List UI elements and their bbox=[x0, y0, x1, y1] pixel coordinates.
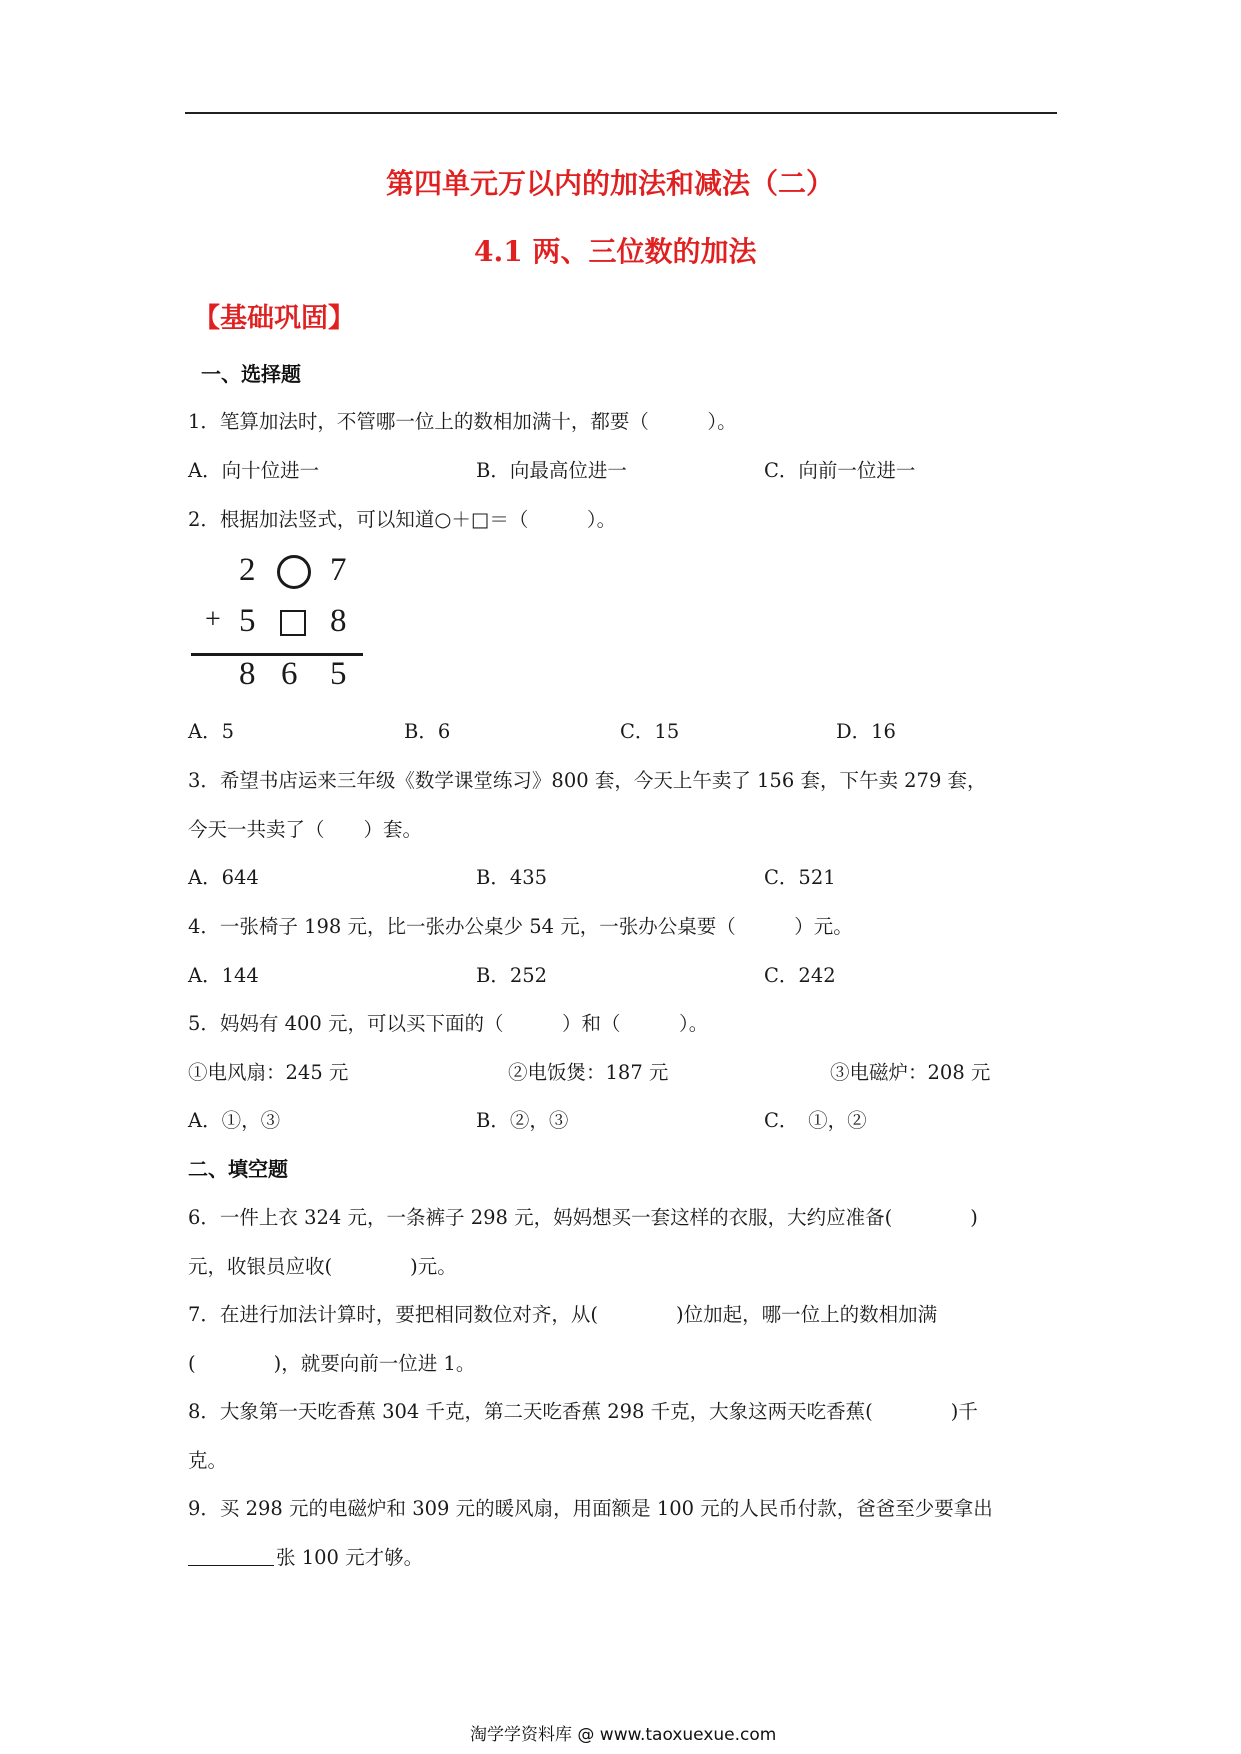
footer-watermark: 淘学学资料库 @ www.taoxuexue.com bbox=[470, 1725, 777, 1745]
q4-option-a: A．144 bbox=[188, 964, 259, 987]
question-3-line-2: 今天一共卖了（ ）套。 bbox=[188, 818, 423, 841]
plus-sign: + bbox=[205, 604, 221, 635]
question-2: 2．根据加法竖式，可以知道○＋□＝（ ）。 bbox=[188, 508, 617, 531]
q3-option-a: A．644 bbox=[188, 866, 259, 889]
question-9-line-1: 9．买 298 元的电磁炉和 309 元的暖风扇，用面额是 100 元的人民币付款，爸爸至少要拿出 bbox=[188, 1497, 993, 1520]
circle-placeholder-icon bbox=[277, 555, 311, 589]
q2-option-a: A．5 bbox=[188, 720, 234, 743]
question-5: 5．妈妈有 400 元，可以买下面的（ ）和（ ）。 bbox=[188, 1012, 709, 1035]
digit: 5 bbox=[239, 603, 256, 639]
digit: 7 bbox=[330, 552, 347, 588]
section-title-fill: 二、填空题 bbox=[188, 1157, 288, 1181]
answer-blank bbox=[188, 1545, 274, 1566]
q1-option-c: C．向前一位进一 bbox=[764, 459, 916, 482]
digit: 6 bbox=[281, 656, 298, 692]
square-placeholder-icon bbox=[280, 610, 306, 636]
q5-option-a: A．①，③ bbox=[188, 1109, 281, 1132]
section-heading-basic: 【基础巩固】 bbox=[193, 303, 355, 334]
q4-option-b: B．252 bbox=[476, 964, 548, 987]
digit: 8 bbox=[330, 603, 347, 639]
digit: 8 bbox=[239, 656, 256, 692]
header-rule bbox=[185, 112, 1057, 114]
question-6-line-1: 6．一件上衣 324 元，一条裤子 298 元，妈妈想买一套这样的衣服，大约应准备( ) bbox=[188, 1206, 978, 1229]
digit: 5 bbox=[330, 656, 347, 692]
q2-option-d: D．16 bbox=[836, 720, 896, 743]
q2-option-b: B．6 bbox=[404, 720, 451, 743]
question-3-line-1: 3．希望书店运来三年级《数学课堂练习》800 套，今天上午卖了 156 套，下午卖 279 套， bbox=[188, 769, 987, 792]
q5-item-3: ③电磁炉：208 元 bbox=[830, 1061, 991, 1084]
question-8-line-1: 8．大象第一天吃香蕉 304 千克，第二天吃香蕉 298 千克，大象这两天吃香蕉( )千 bbox=[188, 1400, 978, 1423]
q5-option-b: B．②，③ bbox=[476, 1109, 569, 1132]
q1-option-b: B．向最高位进一 bbox=[476, 459, 627, 482]
question-9-line-2 bbox=[188, 1542, 423, 1570]
q4-option-c: C．242 bbox=[764, 964, 836, 987]
q3-option-c: C．521 bbox=[764, 866, 836, 889]
q3-option-b: B．435 bbox=[476, 866, 548, 889]
q1-option-a: A．向十位进一 bbox=[188, 459, 320, 482]
vertical-addition bbox=[185, 548, 370, 696]
digit: 2 bbox=[239, 552, 256, 588]
section-title-choice: 一、选择题 bbox=[201, 362, 301, 386]
page-subtitle: 4.1 两、三位数的加法 bbox=[474, 235, 757, 268]
q5-option-c: C． ①，② bbox=[764, 1109, 867, 1132]
q5-item-1: ①电风扇：245 元 bbox=[188, 1061, 349, 1084]
question-6-line-2: 元，收银员应收( )元。 bbox=[188, 1255, 457, 1278]
question-8-line-2: 克。 bbox=[188, 1449, 228, 1472]
question-7-line-2: ( )，就要向前一位进 1。 bbox=[188, 1352, 476, 1375]
q5-item-2: ②电饭煲：187 元 bbox=[508, 1061, 669, 1084]
question-4: 4．一张椅子 198 元，比一张办公桌少 54 元，一张办公桌要（ ）元。 bbox=[188, 915, 853, 938]
page-title: 第四单元万以内的加法和减法（二） bbox=[386, 167, 835, 200]
question-7-line-1: 7．在进行加法计算时，要把相同数位对齐，从( )位加起，哪一位上的数相加满 bbox=[188, 1303, 938, 1326]
question-1: 1．笔算加法时，不管哪一位上的数相加满十，都要（ ）。 bbox=[188, 410, 737, 433]
q2-option-c: C．15 bbox=[620, 720, 680, 743]
question-9-line-2-text: 张 100 元才够。 bbox=[276, 1546, 424, 1569]
